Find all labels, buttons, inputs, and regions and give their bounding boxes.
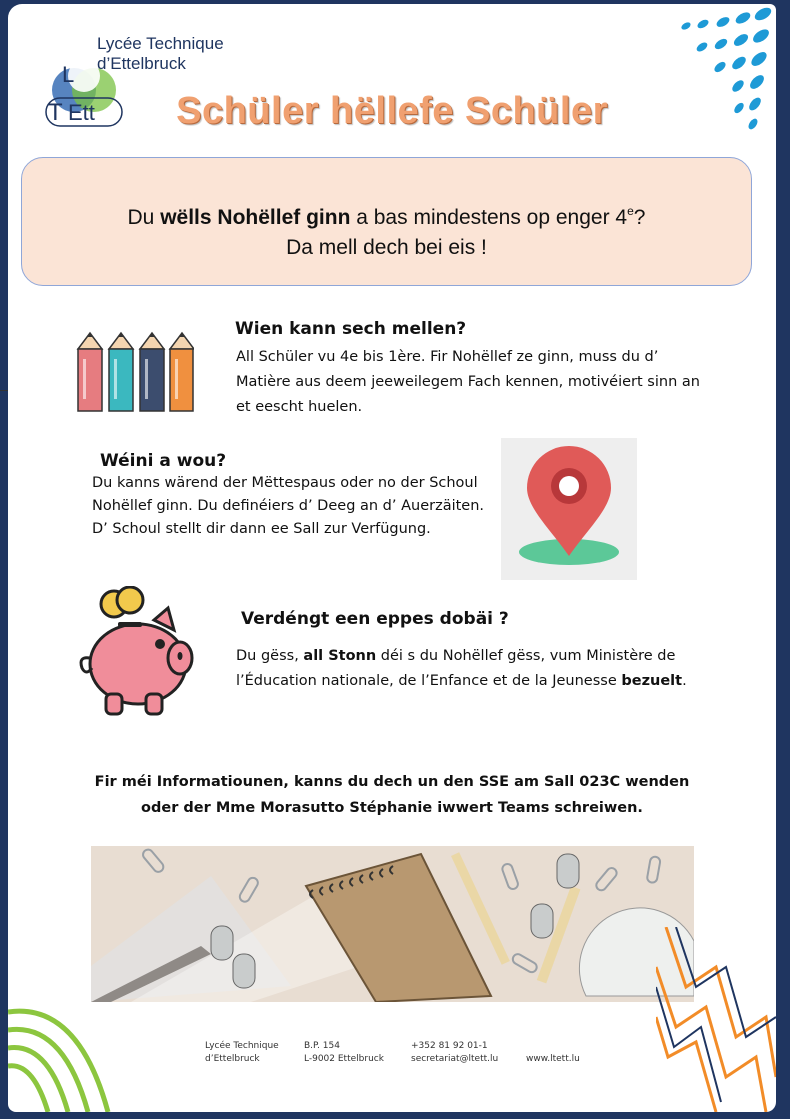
page-title: Schüler hëllefe Schüler — [176, 90, 608, 132]
section-pay-body: Du gëss, all Stonn déi s du Nohëllef gëss, vum Ministère de l’Éducation nationale, de l’Enfance et de la Jeunesse bezuelt. — [236, 648, 687, 689]
section-pay-title: Verdéngt een eppes dobäi ? — [241, 609, 509, 629]
banner-line1: Du wëlls Nohëllef ginn a bas mindestens op enger 4e? — [127, 204, 646, 229]
section-when-body: Du kanns wärend der Mëttespaus oder no der Schoul Nohëllef ginn. Du definéiers d’ Deeg an d’ Auerzäiten. D’ Schoul stellt dir dann ee Sall zur Verfügung. — [92, 475, 485, 537]
colored-pencils-icon — [74, 329, 194, 413]
margin-tick-mark — [0, 390, 8, 391]
footer-school: Lycée Technique d’Ettelbruck — [205, 1041, 279, 1064]
stationery-photo — [91, 846, 694, 1002]
school-name-line1: Lycée Technique — [97, 34, 224, 53]
school-name — [97, 34, 224, 74]
footer-website-link[interactable]: www.ltett.lu — [526, 1054, 580, 1064]
decorative-pattern-bottom-right — [656, 927, 776, 1112]
location-pin-icon — [501, 438, 637, 580]
footer-address: B.P. 154 L-9002 Ettelbruck — [304, 1041, 384, 1064]
footer-email-link[interactable]: secretariat@ltett.lu — [411, 1054, 499, 1064]
svg-text:T: T — [48, 99, 63, 126]
svg-text:Ett: Ett — [68, 100, 95, 125]
intro-banner — [21, 157, 752, 286]
banner-line2: Da mell dech bei eis ! — [286, 236, 487, 259]
footer-contact: +352 81 92 01-1 secretariat@ltett.lu — [411, 1041, 499, 1064]
section-who-title: Wien kann sech mellen? — [235, 319, 467, 339]
svg-text:L: L — [62, 62, 75, 87]
location-pin-image — [501, 438, 637, 580]
contact-info — [8, 769, 776, 821]
contact-info-line1: Fir méi Informatiounen, kanns du dech un den SSE am Sall 023C wenden — [94, 774, 690, 790]
school-name-line2: d’Ettelbruck — [97, 54, 186, 73]
section-who-body: All Schüler vu 4e bis 1ère. Fir Nohëllef ze ginn, muss du d’ Matière aus deem jeeweilegem Fach kennen, motivéiert sinn an et eescht huelen. — [236, 349, 700, 415]
piggy-bank-icon — [76, 586, 196, 718]
contact-info-line2: oder der Mme Morasutto Stéphanie iwwert Teams schreiwen. — [141, 800, 643, 816]
footer-website — [526, 1040, 580, 1066]
section-when-title: Wéini a wou? — [100, 451, 227, 471]
flyer-page — [8, 4, 776, 1112]
decorative-pattern-bottom-left — [8, 992, 123, 1112]
